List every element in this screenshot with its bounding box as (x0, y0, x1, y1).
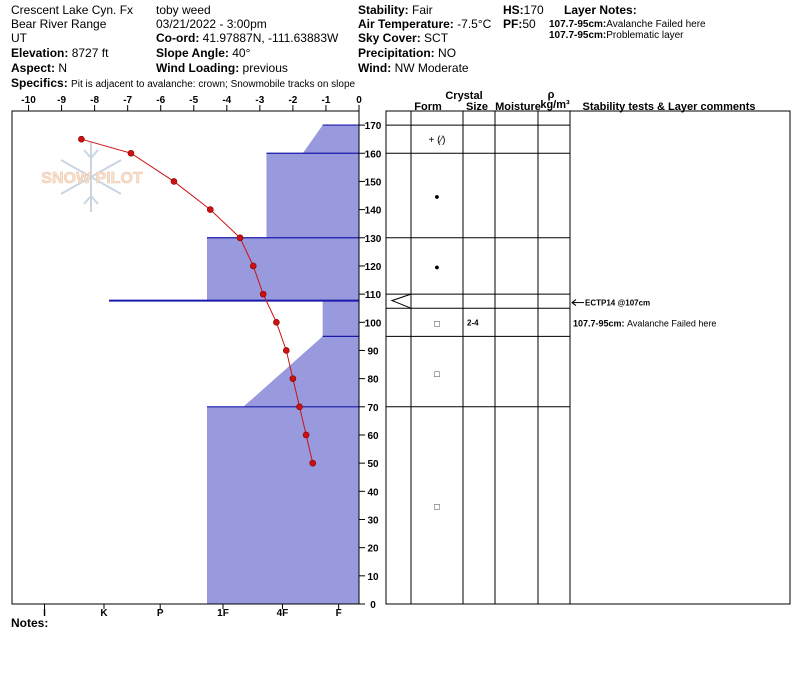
table-frame (386, 111, 790, 604)
hs: HS:170 (503, 3, 544, 17)
hardness-label: 1F (217, 608, 229, 619)
precipitation: Precipitation: NO (358, 46, 457, 60)
temperature-point (171, 178, 177, 184)
temperature-point (297, 404, 303, 410)
layer-comment (573, 318, 716, 328)
layer-note: 107.7-95cm:Problematic layer (549, 30, 684, 41)
temperature-tick-label: -1 (321, 95, 331, 106)
temperature-point (237, 235, 243, 241)
temperature-point (250, 263, 256, 269)
hardness-label: P (156, 608, 164, 619)
depth-tick-label: 80 (367, 374, 379, 386)
crystal-form-symbol: + (⁄) (428, 135, 446, 147)
depth-tick-label: 110 (364, 290, 382, 302)
comments-header: Stability tests & Layer comments (582, 101, 756, 113)
datetime: 03/21/2022 - 3:00pm (156, 17, 267, 31)
temperature-point (260, 291, 266, 297)
rho-header: ρ (547, 89, 555, 101)
elevation: Elevation: 8727 ft (11, 46, 109, 60)
temperature-point (290, 376, 296, 382)
depth-tick-label: 30 (367, 515, 379, 527)
temperature-point (207, 207, 213, 213)
temperature-tick-label: -10 (21, 95, 36, 106)
crystal-form-symbol: ● (434, 261, 440, 272)
hardness-profile-area (207, 125, 359, 604)
layer-notes-title: Layer Notes: (564, 3, 637, 17)
specifics: Specifics: Pit is adjacent to avalanche: crown; Snowmobile tracks on slope (11, 76, 356, 90)
temperature-tick-label: -9 (57, 95, 67, 106)
density-unit-header: kg/m³ (540, 99, 570, 111)
temperature-point (128, 150, 134, 156)
size-header: Size (465, 101, 489, 113)
temperature-tick-label: -4 (222, 95, 232, 106)
depth-tick-label: 170 (364, 121, 382, 133)
weak-layer-connector (392, 294, 411, 308)
wind-loading: Wind Loading: previous (156, 61, 288, 75)
aspect: Aspect: N (11, 61, 68, 75)
table-headers (414, 89, 755, 113)
depth-tick-label: 140 (364, 205, 382, 217)
crystal-form-symbol: □ (434, 501, 440, 512)
depth-tick-label: 10 (367, 571, 379, 583)
depth-tick-label: 20 (367, 543, 379, 555)
crystal-size: 2-4 (467, 318, 479, 328)
depth-tick-label: 120 (364, 261, 382, 273)
depth-tick-label: 70 (367, 402, 379, 414)
temperature-tick-label: -3 (255, 95, 265, 106)
depth-tick-label: 40 (367, 487, 379, 499)
location: Crescent Lake Cyn. Fx (11, 3, 134, 17)
mountain-range: Bear River Range (11, 17, 107, 31)
depth-tick-label: 100 (364, 318, 382, 330)
layer-comment-range: 107.7-95cm: (573, 318, 628, 329)
stability: Stability: Fair (358, 3, 433, 17)
temperature-tick-label: -2 (288, 95, 298, 106)
wind: Wind: NW Moderate (358, 61, 469, 75)
temperature-point (283, 347, 289, 353)
depth-tick-label: 150 (364, 177, 382, 189)
hardness-label: F (335, 608, 342, 619)
state: UT (11, 31, 27, 45)
temperature-point (303, 432, 309, 438)
form-header: Form (414, 101, 442, 113)
depth-tick-label: 60 (367, 430, 379, 442)
temperature-point (273, 319, 279, 325)
observer: toby weed (156, 3, 211, 17)
crystal-form-symbol: □ (434, 318, 440, 329)
depth-tick-label: 160 (364, 149, 382, 161)
hardness-label: 4F (276, 608, 289, 619)
depth-tick-label: 50 (367, 459, 379, 471)
crystal-header: Crystal (445, 90, 483, 102)
layer-note: 107.7-95cm:Avalanche Failed here (549, 19, 706, 30)
crystal-form-symbol: ● (434, 191, 440, 202)
notes-label: Notes: (11, 616, 49, 630)
coordinates: Co-ord: 41.97887N, -111.63883W (156, 31, 339, 45)
sky-cover: Sky Cover: SCT (358, 31, 449, 45)
depth-tick-label: 0 (370, 600, 376, 611)
temperature-tick-label: -6 (156, 95, 166, 106)
temperature-point (78, 136, 84, 142)
temperature-tick-label: 0 (356, 95, 362, 106)
hardness-label: K (100, 608, 108, 619)
temperature-tick-label: -8 (90, 95, 100, 106)
temperature-tick-label: -5 (189, 95, 199, 106)
depth-tick-label: 130 (364, 233, 382, 245)
moisture-header: Moisture (495, 101, 541, 113)
pf: PF:50 (503, 17, 536, 31)
stability-test-label: ECTP14 @107cm (585, 298, 651, 308)
layer-comment-text: Avalanche Failed here (627, 318, 717, 329)
depth-tick-label: 90 (367, 346, 379, 358)
temperature-tick-label: -7 (123, 95, 133, 106)
temperature-point (310, 460, 316, 466)
hardness-label: I (43, 608, 46, 619)
air-temperature: Air Temperature: -7.5°C (358, 17, 492, 31)
layers-table (386, 111, 790, 604)
watermark-text: SNOW PILOT (41, 170, 143, 187)
slope-angle: Slope Angle: 40° (156, 46, 251, 60)
crystal-form-symbol: □ (434, 368, 440, 379)
